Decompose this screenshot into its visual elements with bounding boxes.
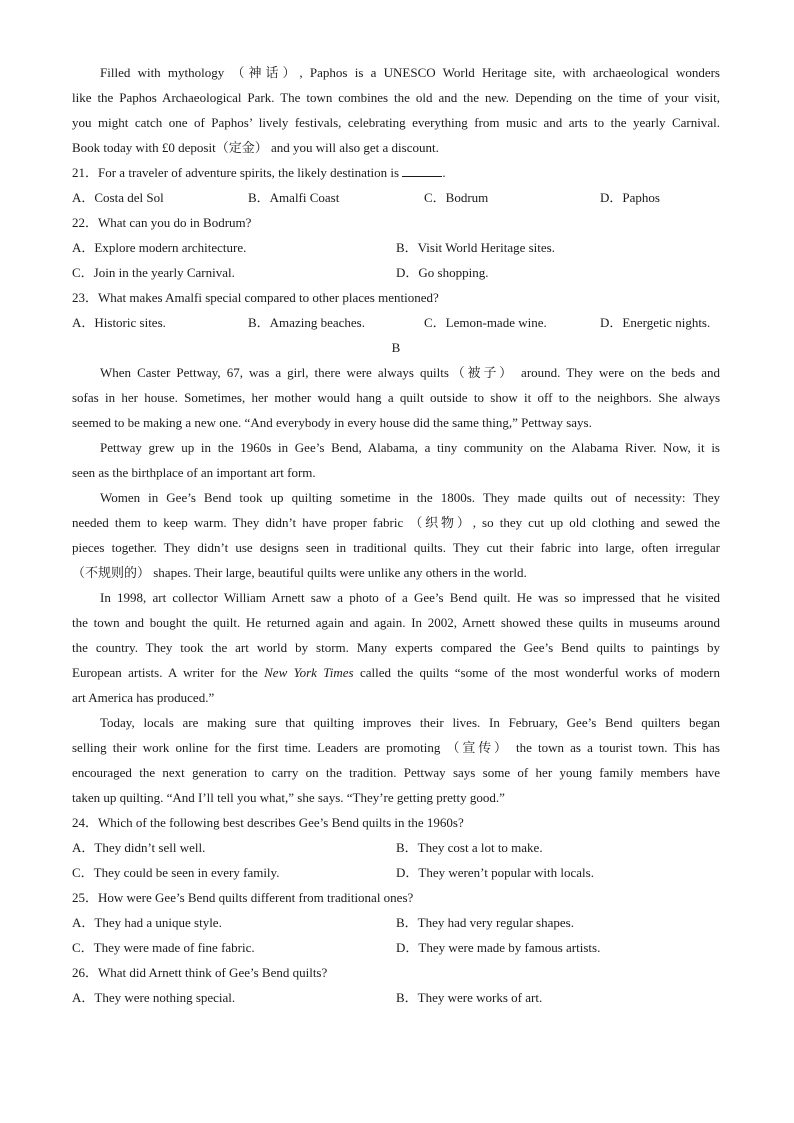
passage-b-paragraph-4: [72, 585, 720, 710]
question-21-options: [72, 185, 720, 210]
passage-a-paragraph: [72, 60, 720, 160]
question-23-options: [72, 310, 720, 335]
text-line: taken up quilting. “And I’ll tell you what,” she says. “They’re getting pretty good.”: [72, 790, 505, 805]
option-b: B．They were works of art.: [396, 990, 543, 1005]
text-line: [72, 660, 720, 685]
question-stem-end: .: [442, 165, 446, 180]
question-25-options-row1: [72, 910, 720, 935]
option-a: A．Historic sites.: [72, 315, 166, 330]
option-d: D．Energetic nights.: [600, 315, 711, 330]
text-line: Women in Gee’s Bend took up quilting sometime in the 1800s. They made quilts out of necessity: They: [100, 490, 720, 505]
option-b: B．They had very regular shapes.: [396, 915, 574, 930]
option-d: D．Go shopping.: [396, 265, 489, 280]
text-line: sofas in her house. Sometimes, her mother would hang a quilt outside to show it off to the neighbors. She always: [72, 390, 720, 405]
option-b: B．They cost a lot to make.: [396, 840, 543, 855]
question-23: 23．What makes Amalfi special compared to other places mentioned?: [72, 290, 439, 305]
text-line: Pettway grew up in the 1960s in Gee’s Bend, Alabama, a tiny community on the Alabama River. Now, it is: [100, 440, 720, 455]
option-a: A．Costa del Sol: [72, 190, 164, 205]
question-26: 26．What did Arnett think of Gee’s Bend quilts?: [72, 965, 328, 980]
text-line: When Caster Pettway, 67, was a girl, there were always quilts（被子） around. They were on the beds and: [100, 365, 720, 380]
text-line: like the Paphos Archaeological Park. The town combines the old and the new. Depending on the time of your visit,: [72, 90, 720, 105]
text-line: Today, locals are making sure that quilting improves their lives. In February, Gee’s Bend quilters began: [100, 715, 720, 730]
option-c: C．They were made of fine fabric.: [72, 940, 255, 955]
text-line: pieces together. They didn’t use designs seen in traditional quilts. They cut their fabric into large, often irregular: [72, 540, 720, 555]
option-d: D．They were made by famous artists.: [396, 940, 601, 955]
text-span: called the quilts “some of the most wonderful works of modern: [353, 665, 720, 680]
text-span: European artists. A writer for the: [72, 665, 265, 680]
option-b: B．Amalfi Coast: [248, 190, 340, 205]
question-24: 24．Which of the following best describes Gee’s Bend quilts in the 1960s?: [72, 815, 464, 830]
question-22-options-row2: [72, 260, 720, 285]
exam-page: [72, 60, 720, 1010]
question-24-options-row1: [72, 835, 720, 860]
text-line: In 1998, art collector William Arnett saw a photo of a Gee’s Bend quilt. He was so impressed that he visited: [100, 590, 720, 605]
text-line: you might catch one of Paphos’ lively festivals, celebrating everything from music and arts to the yearly Carnival.: [72, 115, 720, 130]
text-line: the country. They took the art world by storm. Many experts compared the Gee’s Bend quilts to paintings by: [72, 640, 720, 655]
option-c: C．Join in the yearly Carnival.: [72, 265, 235, 280]
option-a: A．They had a unique style.: [72, 915, 222, 930]
text-line: the town and bought the quilt. He returned again and again. In 2002, Arnett showed these quilts in museums around: [72, 615, 720, 630]
option-c: C．Lemon-made wine.: [424, 315, 547, 330]
text-line: Book today with £0 deposit（定金） and you will also get a discount.: [72, 140, 439, 155]
passage-b-paragraph-1: [72, 360, 720, 435]
passage-b-paragraph-3: [72, 485, 720, 585]
answer-blank: [402, 164, 442, 177]
option-d: D．They weren’t popular with locals.: [396, 865, 594, 880]
question-21: [72, 160, 720, 185]
text-line: art America has produced.”: [72, 690, 215, 705]
option-a: A．Explore modern architecture.: [72, 240, 247, 255]
text-line: seemed to be making a new one. “And everybody in every house did the same thing,” Pettway says.: [72, 415, 592, 430]
text-line: seen as the birthplace of an important art form.: [72, 465, 316, 480]
section-heading: B: [391, 340, 401, 355]
text-line: Filled with mythology （神话）, Paphos is a UNESCO World Heritage site, with archaeological wonders: [100, 65, 720, 80]
text-line: selling their work online for the first time. Leaders are promoting （宣传） the town as a tourist town. This has: [72, 740, 720, 755]
option-b: B．Visit World Heritage sites.: [396, 240, 555, 255]
option-b: B．Amazing beaches.: [248, 315, 365, 330]
question-24-options-row2: [72, 860, 720, 885]
passage-b-paragraph-5: [72, 710, 720, 810]
text-line: encouraged the next generation to carry on the tradition. Pettway says some of her young family members have: [72, 765, 720, 780]
question-22-options-row1: [72, 235, 720, 260]
option-c: C．They could be seen in every family.: [72, 865, 280, 880]
question-22: 22．What can you do in Bodrum?: [72, 215, 252, 230]
newspaper-title: New York Times: [264, 665, 354, 680]
question-stem: 21．For a traveler of adventure spirits, the likely destination is: [72, 165, 403, 180]
option-d: D．Paphos: [600, 190, 660, 205]
question-25-options-row2: [72, 935, 720, 960]
option-c: C．Bodrum: [424, 190, 489, 205]
question-25: 25．How were Gee’s Bend quilts different from traditional ones?: [72, 890, 414, 905]
question-26-options-row1: [72, 985, 720, 1010]
option-a: A．They were nothing special.: [72, 990, 236, 1005]
passage-b-paragraph-2: [72, 435, 720, 485]
text-line: （不规则的） shapes. Their large, beautiful quilts were unlike any others in the world.: [72, 565, 527, 580]
option-a: A．They didn’t sell well.: [72, 840, 206, 855]
text-line: needed them to keep warm. They didn’t have proper fabric （织物）, so they cut up old clothing and sewed the: [72, 515, 720, 530]
